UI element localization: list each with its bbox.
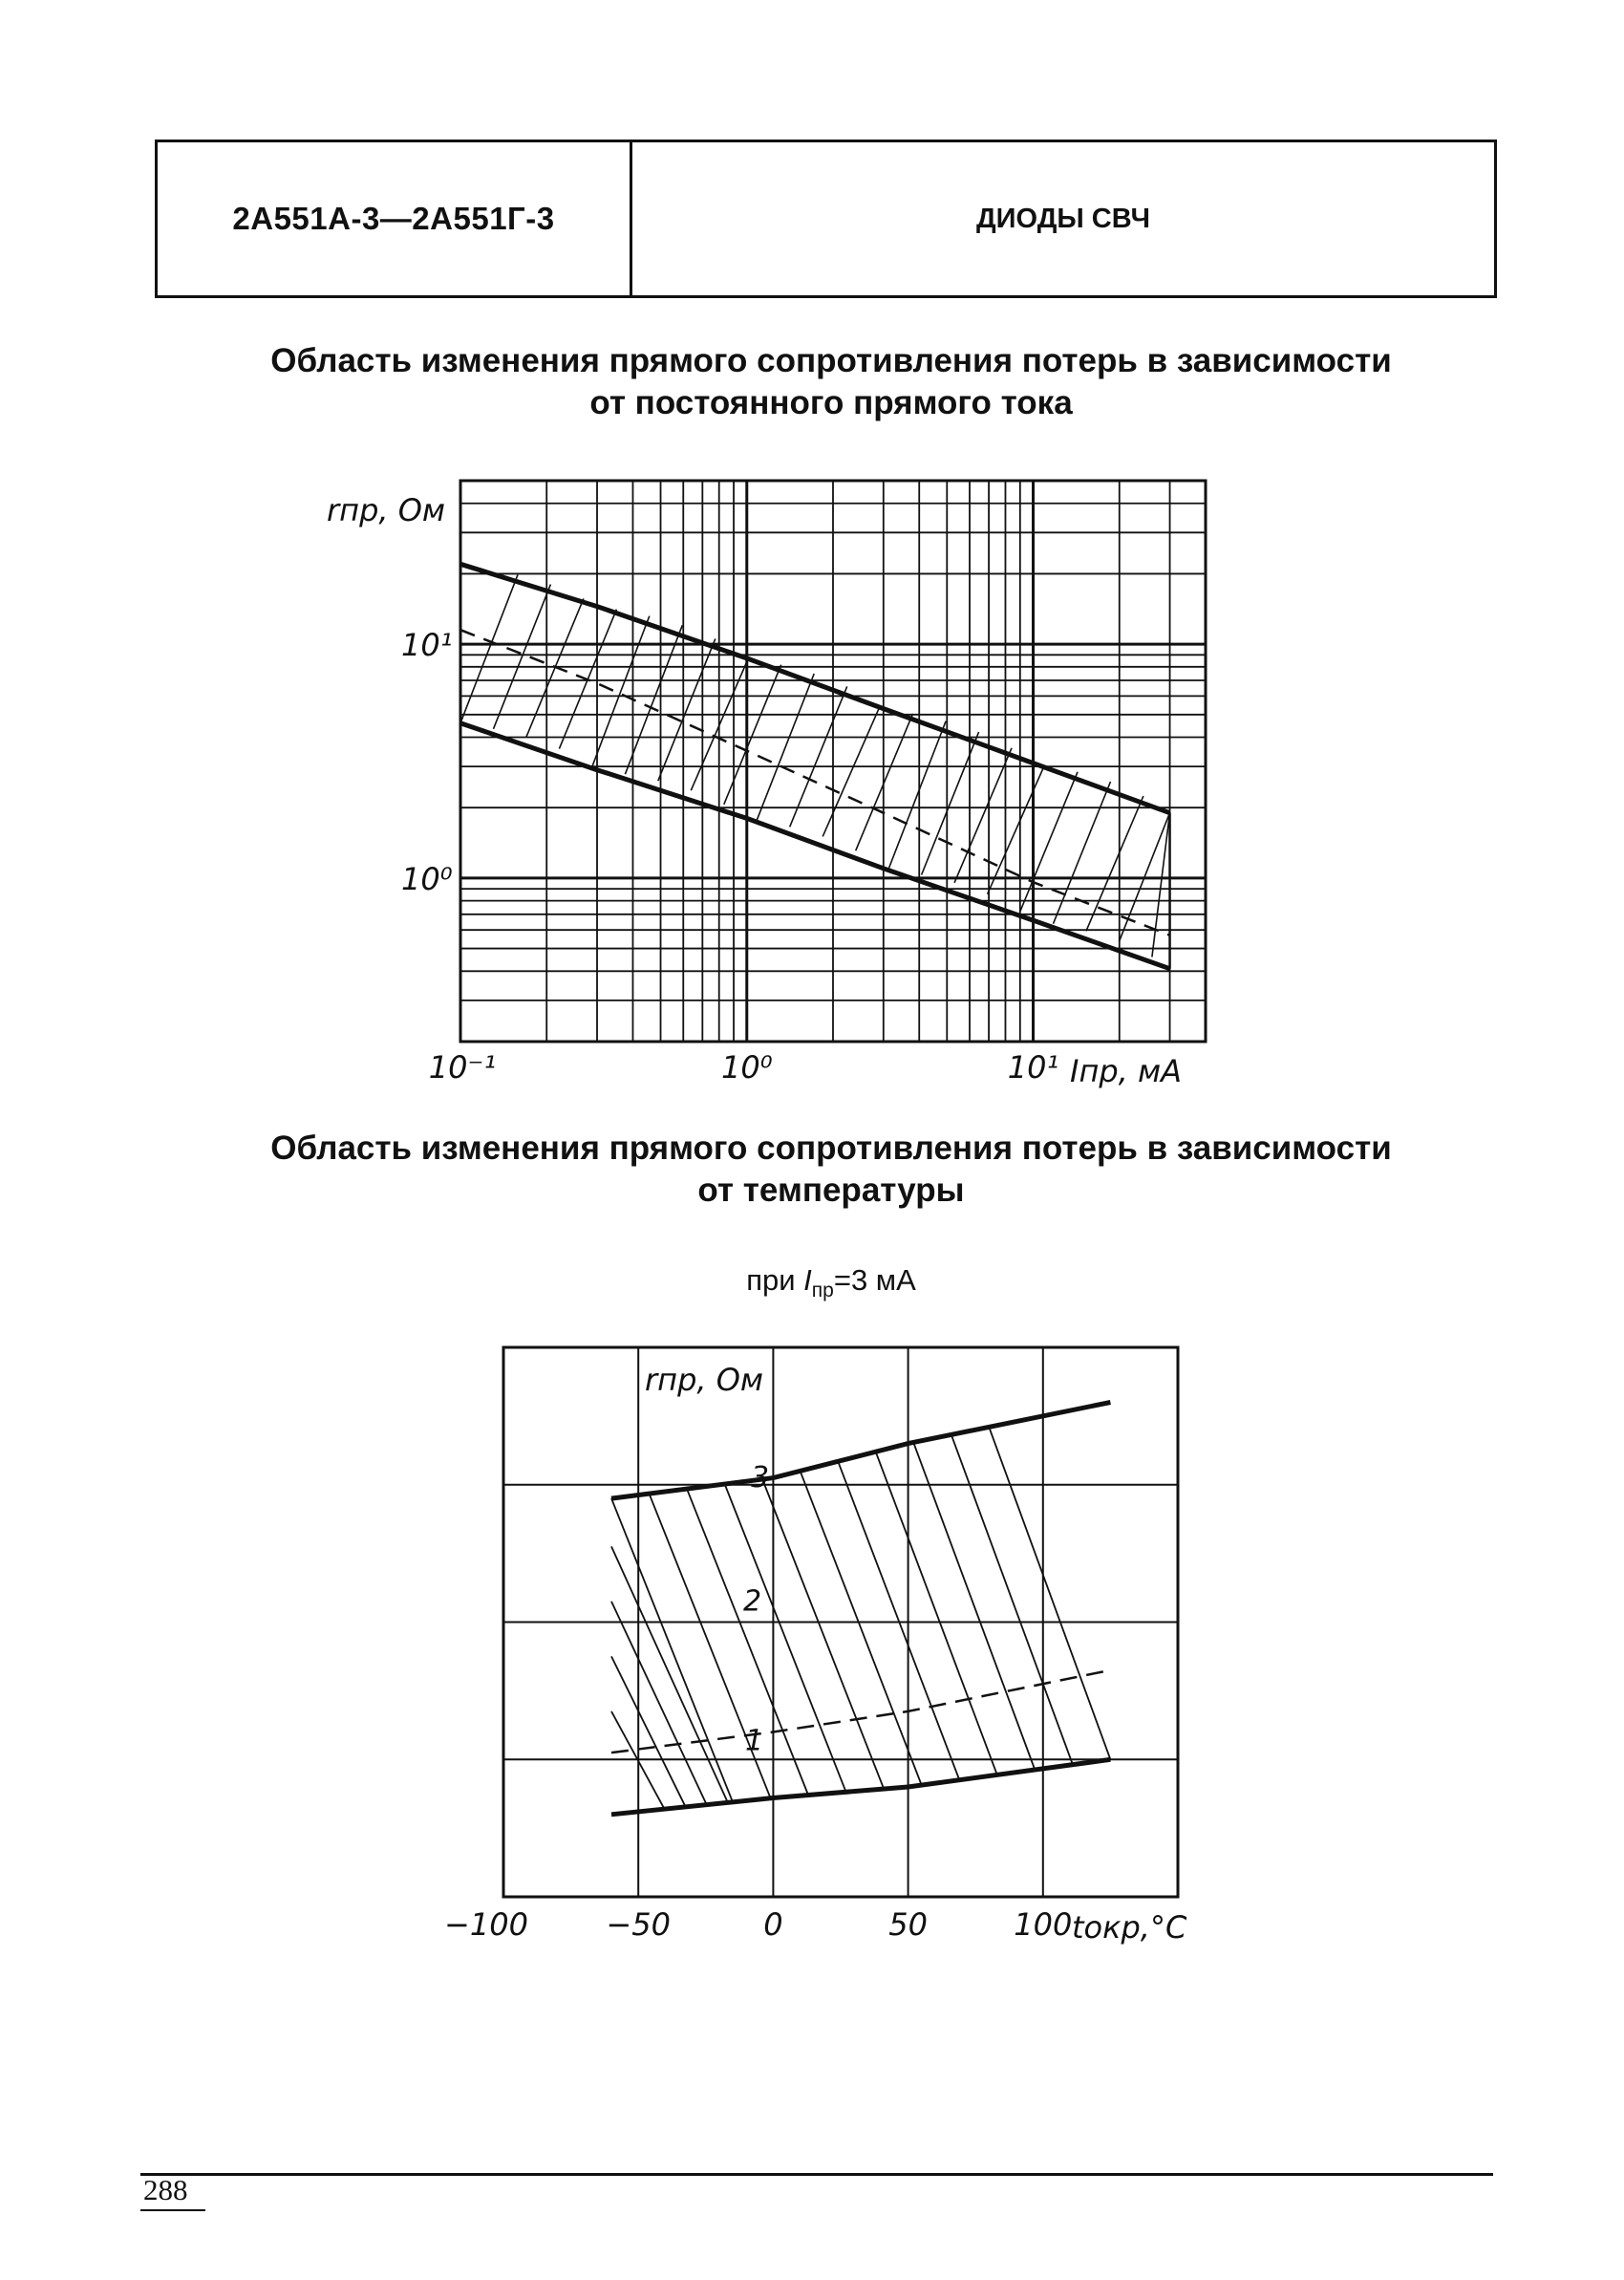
condition-sub: пр [811, 1280, 834, 1302]
chart1-hatch-line [790, 686, 847, 827]
chart1-x-tick-label: 10¹ [1007, 1049, 1059, 1086]
chart2-hatch-line [838, 1461, 959, 1779]
chart1-hatch-line [1020, 772, 1078, 912]
chart1-hatch-line [724, 665, 781, 805]
chart2-y-tick-label: 1 [745, 1724, 764, 1758]
category-title: ДИОДЫ СВЧ [976, 203, 1150, 234]
chart2-hatch-line [611, 1546, 728, 1802]
page-number: 288 [143, 2173, 188, 2206]
chart1-y-tick-label: 10⁰ [401, 860, 453, 897]
chart1-lower-boundary [460, 723, 1170, 969]
chart1-title-line2: от постоянного прямого тока [589, 384, 1073, 421]
chart2-x-tick-label: 100 [1014, 1906, 1073, 1943]
chart1-hatch-line [592, 616, 650, 767]
chart2-x-tick-label: 0 [763, 1906, 783, 1943]
chart1-hatch-line [1054, 782, 1111, 924]
part-number: 2А551А-3—2А551Г-3 [158, 142, 632, 295]
chart1-hatch-line [954, 748, 1012, 883]
chart1-hatch-line [494, 585, 551, 729]
chart2-grid [503, 1347, 1178, 1897]
chart1-y-tick-label: 10¹ [401, 627, 453, 664]
chart2-hatch-line [725, 1484, 846, 1792]
condition-value: =3 мА [833, 1263, 916, 1297]
chart2-x-tick-label: −100 [444, 1906, 528, 1943]
chart2-y-tick-label: 2 [743, 1584, 762, 1619]
chart2-condition [143, 1263, 1519, 1302]
chart1-y-axis-label: rпр, Ом [327, 492, 446, 528]
chart1-upper-boundary [460, 564, 1170, 812]
chart2-lower-boundary [611, 1759, 1110, 1815]
chart2-hatch-line [913, 1443, 1035, 1771]
chart2-y-axis-label: rпр, Ом [645, 1362, 764, 1398]
footer-rule [140, 2173, 1493, 2176]
chart2-title [143, 1128, 1519, 1212]
chart2-title-line1: Область изменения прямого сопротивления потерь в зависимости [270, 1129, 1392, 1167]
chart1-x-tick-label: 10⁻¹ [428, 1049, 497, 1086]
chart2-x-axis-label: tокр,°С [1072, 1909, 1187, 1946]
page-number-underline [140, 2209, 205, 2211]
chart2-series [611, 1403, 1110, 1815]
chart1-hatch-line [888, 721, 946, 870]
chart1-title-line1: Область изменения прямого сопротивления потерь в зависимости [270, 342, 1392, 379]
chart1-hatch-line [1086, 796, 1143, 931]
chart2-title-line2: от температуры [697, 1172, 965, 1209]
chart2-x-tick-label: 50 [888, 1906, 928, 1943]
chart1-hatch-line [658, 638, 716, 781]
chart2-y-tick-label: 3 [751, 1460, 770, 1495]
chart2-hatch-line [611, 1498, 733, 1802]
condition-prefix: при [746, 1263, 804, 1297]
chart2-hatch-line [876, 1452, 997, 1775]
chart2-hatch-line [989, 1427, 1110, 1759]
chart2-labels [444, 1362, 1187, 1946]
chart2-hatch-line [762, 1479, 884, 1789]
chart1-x-axis-label: Iпр, мА [1070, 1053, 1183, 1089]
chart2-x-tick-label: −50 [606, 1906, 671, 1943]
condition-var: I [803, 1263, 812, 1297]
chart2-hatch-line [801, 1471, 922, 1785]
chart1-x-tick-label: 10⁰ [720, 1049, 773, 1086]
